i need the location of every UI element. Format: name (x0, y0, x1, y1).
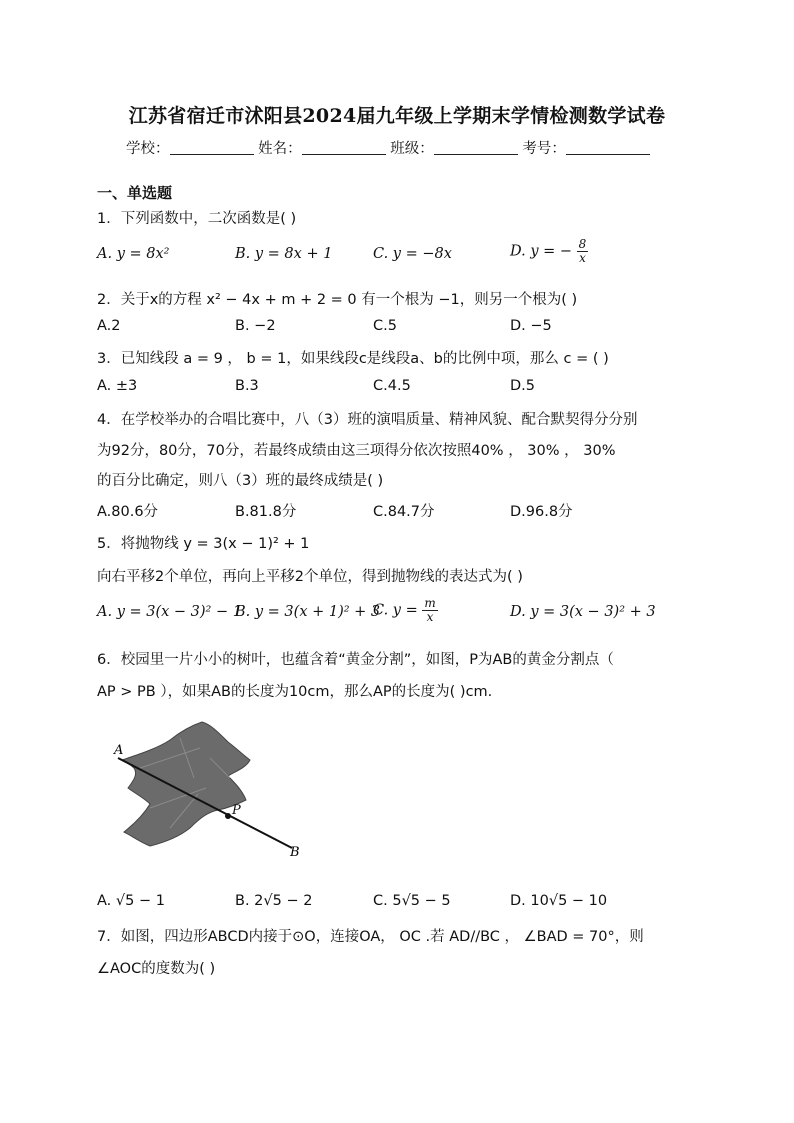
q4-stem-line-2: 为92分，80分，70分，若最终成绩由这三项得分依次按照40% ， 30% ， 30% (97, 443, 616, 459)
leaf-figure (110, 718, 310, 858)
class-blank[interactable] (434, 140, 518, 155)
school-label: 学校： (126, 141, 170, 157)
q3-option-b[interactable]: B.3 (235, 378, 259, 394)
section-heading: 一、单选题 (97, 184, 173, 202)
q1-stem: 1．下列函数中，二次函数是( ) (97, 211, 297, 227)
q7-stem-line-1: 7．如图，四边形ABCD内接于⊙O，连接OA， OC .若 AD//BC ， ∠BAD = 70°，则 (97, 929, 644, 945)
q3-stem: 3．已知线段 a = 9 ， b = 1，如果线段c是线段a、b的比例中项，那么 c = ( ) (97, 351, 609, 367)
q1-option-d[interactable] (510, 238, 588, 265)
q7-stem-line-2: ∠AOC的度数为( ) (97, 961, 216, 977)
fraction-denominator: x (579, 251, 586, 265)
q6-stem-line-2: AP > PB ），如果AB的长度为10cm，那么AP的长度为( )cm. (97, 684, 493, 700)
q1-option-c[interactable]: C. y = −8x (373, 246, 452, 262)
q5-option-c-text: C. y = (373, 602, 418, 619)
q5-option-a[interactable]: A. y = 3(x − 3)² − 1 (97, 604, 242, 620)
q3-option-c[interactable]: C.4.5 (373, 378, 411, 394)
q5-option-c-fraction (422, 597, 437, 624)
name-label: 姓名： (258, 141, 302, 157)
q3-option-a[interactable]: A. ±3 (97, 378, 138, 394)
q5-option-c[interactable] (373, 597, 438, 624)
number-label: 考号： (522, 141, 566, 157)
class-label: 班级： (390, 141, 434, 157)
label-a: A (114, 743, 124, 758)
q1-option-d-text: D. y = − (510, 243, 573, 260)
q4-option-d[interactable]: D.96.8分 (510, 504, 573, 520)
q6-option-b[interactable]: B. 2√5 − 2 (235, 893, 313, 909)
q2-option-d[interactable]: D. −5 (510, 318, 552, 334)
q2-option-a[interactable]: A.2 (97, 318, 121, 334)
q6-option-a[interactable]: A. √5 − 1 (97, 893, 165, 909)
q4-stem-line-3: 的百分比确定，则八（3）班的最终成绩是( ) (97, 473, 384, 489)
q4-option-b[interactable]: B.81.8分 (235, 504, 297, 520)
q6-stem-line-1: 6．校园里一片小小的树叶，也蕴含着“黄金分割”，如图，P为AB的黄金分割点（ (97, 652, 614, 668)
q3-option-d[interactable]: D.5 (510, 378, 535, 394)
leaf-shape (122, 722, 250, 846)
label-p: P (232, 803, 241, 818)
q4-stem-line-1: 4．在学校举办的合唱比赛中，八（3）班的演唱质量、精神风貌、配合默契得分分别 (97, 412, 638, 428)
fraction-denominator: x (426, 610, 434, 624)
q4-option-a[interactable]: A.80.6分 (97, 504, 159, 520)
q1-option-d-fraction (577, 238, 589, 265)
q1-option-b[interactable]: B. y = 8x + 1 (235, 246, 333, 262)
q4-option-c[interactable]: C.84.7分 (373, 504, 435, 520)
q2-option-c[interactable]: C.5 (373, 318, 397, 334)
page-title: 江苏省宿迁市沭阳县2024届九年级上学期末学情检测数学试卷 (128, 105, 666, 127)
q5-stem-line-2: 向右平移2个单位，再向上平移2个单位，得到抛物线的表达式为( ) (97, 569, 523, 585)
q1-option-a[interactable]: A. y = 8x² (97, 246, 170, 262)
q6-option-c[interactable]: C. 5√5 − 5 (373, 893, 451, 909)
label-b: B (290, 845, 300, 858)
fraction-numerator: m (424, 596, 436, 610)
q5-stem-line-1: 5．将抛物线 y = 3(x − 1)² + 1 (97, 536, 310, 552)
school-blank[interactable] (170, 140, 254, 155)
q5-option-d[interactable]: D. y = 3(x − 3)² + 3 (510, 604, 656, 620)
name-blank[interactable] (302, 140, 386, 155)
q2-stem: 2．关于x的方程 x² − 4x + m + 2 = 0 有一个根为 −1，则另一个根为( ) (97, 292, 578, 308)
q6-option-d[interactable]: D. 10√5 − 10 (510, 893, 608, 909)
point-p (225, 813, 231, 819)
q5-option-b[interactable]: B. y = 3(x + 1)² + 3 (235, 604, 381, 620)
number-blank[interactable] (566, 140, 650, 155)
fraction-numerator: 8 (578, 237, 587, 251)
student-info-row (126, 137, 650, 158)
q2-option-b[interactable]: B. −2 (235, 318, 276, 334)
